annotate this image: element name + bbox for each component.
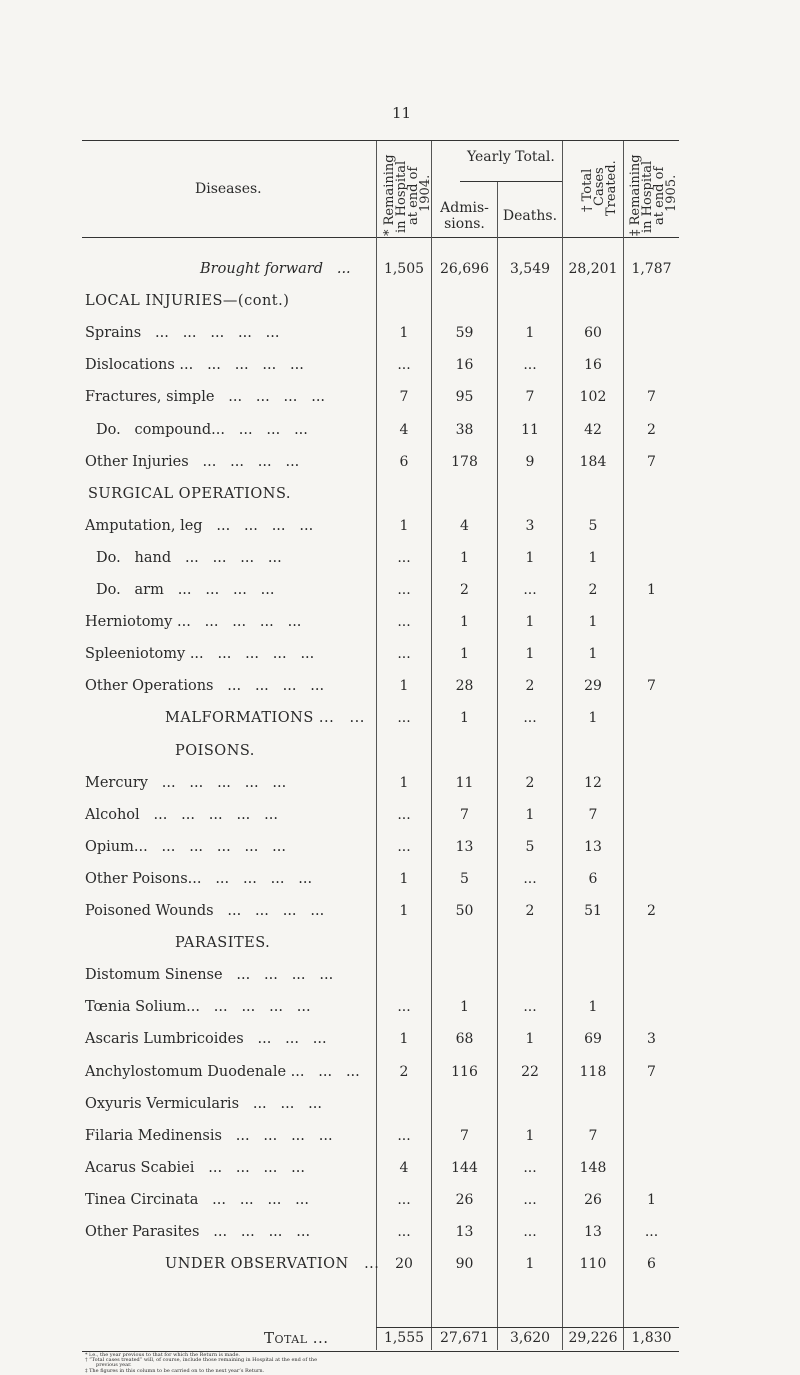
cell-deaths: 5: [525, 839, 535, 855]
cell-remaining-start: 1: [399, 871, 409, 887]
row-label: Alcohol ... ... ... ... ...: [85, 807, 278, 823]
cell-deaths: ...: [523, 357, 537, 373]
cell-deaths: 1: [525, 1031, 535, 1047]
cell-total-cases: 1: [588, 646, 598, 662]
total-remaining-start: 1,555: [383, 1330, 425, 1346]
total-cases: 29,226: [568, 1330, 618, 1346]
cell-total-cases: 1: [588, 999, 598, 1015]
row-label: Tœnia Solium... ... ... ... ...: [85, 999, 311, 1015]
row-label: UNDER OBSERVATION ...: [165, 1256, 380, 1272]
cell-remaining-start: ...: [397, 710, 411, 726]
cell-remaining-end: 1,787: [631, 261, 672, 277]
cell-admissions: 1: [460, 550, 469, 566]
cell-deaths: ...: [523, 1224, 537, 1240]
row-label: Dislocations ... ... ... ... ...: [85, 357, 304, 373]
cell-deaths: 11: [521, 422, 539, 438]
row-label: Filaria Medinensis ... ... ... ...: [85, 1128, 333, 1144]
cell-total-cases: 184: [579, 454, 607, 470]
cell-deaths: ...: [523, 582, 537, 598]
cell-remaining-end: 6: [647, 1256, 656, 1272]
total-remaining-end: 1,830: [631, 1330, 672, 1346]
header-total-cases-line-2: Cases: [592, 167, 607, 206]
cell-remaining-end: 7: [647, 678, 656, 694]
cell-deaths: ...: [523, 999, 537, 1015]
cell-remaining-start: 2: [399, 1064, 409, 1080]
cell-deaths: ...: [523, 710, 537, 726]
page-number: 11: [392, 104, 412, 122]
cell-admissions: 144: [451, 1160, 478, 1176]
header-remaining-start-line-3: at end of: [406, 166, 421, 225]
cell-admissions: 1: [460, 999, 469, 1015]
cell-deaths: 3: [525, 518, 535, 534]
row-label: LOCAL INJURIES—(cont.): [85, 293, 290, 309]
cell-admissions: 50: [455, 903, 474, 919]
cell-remaining-start: ...: [397, 550, 411, 566]
col-divider-5: [623, 141, 624, 1350]
header-remaining-start-line-1: * Remaining: [382, 154, 397, 236]
header-bottom-rule: [82, 237, 679, 238]
row-label: Other Poisons... ... ... ... ...: [85, 871, 313, 887]
row-label: Brought forward ...: [200, 261, 351, 277]
row-label: MALFORMATIONS ... ...: [165, 710, 365, 726]
cell-admissions: 1: [460, 710, 469, 726]
row-label: Do. hand ... ... ... ...: [96, 550, 282, 566]
row-label: Amputation, leg ... ... ... ...: [85, 518, 314, 534]
cell-remaining-end: 1: [647, 582, 656, 598]
cell-deaths: 22: [521, 1064, 539, 1080]
cell-deaths: 1: [525, 1256, 535, 1272]
cell-total-cases: 5: [588, 518, 598, 534]
cell-total-cases: 29: [584, 678, 602, 694]
cell-remaining-end: 2: [647, 422, 656, 438]
row-label: Other Operations ... ... ... ...: [85, 678, 325, 694]
row-label: Ascaris Lumbricoides ... ... ...: [85, 1031, 327, 1047]
cell-admissions: 4: [460, 518, 469, 534]
cell-total-cases: 102: [579, 389, 607, 405]
cell-admissions: 38: [455, 422, 474, 438]
footnote-4: ‡ The figures in this column to be carried on to the next year’s Return.: [85, 1367, 265, 1374]
header-remaining-start-line-4: 1904.: [418, 174, 433, 212]
cell-total-cases: 60: [584, 325, 602, 341]
cell-admissions: 68: [455, 1031, 474, 1047]
header-remaining-start-line-2: in Hospital: [394, 160, 409, 233]
total-deaths: 3,620: [509, 1330, 551, 1346]
cell-remaining-start: ...: [397, 999, 411, 1015]
row-label: Poisoned Wounds ... ... ... ...: [85, 903, 325, 919]
total-label: Total ...: [264, 1329, 329, 1347]
cell-admissions: 59: [455, 325, 474, 341]
total-top-rule: [376, 1327, 679, 1328]
header-admissions-line-1: Admis-: [440, 200, 489, 216]
cell-deaths: 1: [525, 646, 535, 662]
cell-remaining-end: 1: [647, 1192, 656, 1208]
cell-total-cases: 1: [588, 710, 598, 726]
cell-admissions: 95: [455, 389, 474, 405]
cell-deaths: 1: [525, 807, 535, 823]
cell-remaining-end: 3: [647, 1031, 656, 1047]
cell-total-cases: 110: [579, 1256, 607, 1272]
cell-total-cases: 51: [584, 903, 602, 919]
row-label: POISONS.: [175, 743, 255, 759]
cell-admissions: 178: [451, 454, 478, 470]
cell-deaths: 1: [525, 325, 535, 341]
footnote-2: † “Total cases treated” will, of course, include those remaining in Hospital at the end of the: [85, 1357, 318, 1364]
row-label: Oxyuris Vermicularis ... ... ...: [85, 1096, 322, 1112]
cell-remaining-start: 1,505: [383, 261, 425, 277]
cell-admissions: 7: [460, 1128, 469, 1144]
header-total-cases-line-1: † Total: [580, 168, 595, 212]
header-remaining-end-line-4: 1905.: [664, 174, 679, 212]
cell-remaining-end: 7: [647, 454, 656, 470]
row-label: Distomum Sinense ... ... ... ...: [85, 967, 334, 983]
row-label: PARASITES.: [175, 935, 271, 951]
cell-deaths: 1: [525, 550, 535, 566]
row-label: Fractures, simple ... ... ... ...: [85, 389, 326, 405]
row-label: Do. arm ... ... ... ...: [96, 582, 275, 598]
row-label: Other Parasites ... ... ... ...: [85, 1224, 311, 1240]
cell-deaths: ...: [523, 1192, 537, 1208]
row-label: Other Injuries ... ... ... ...: [85, 454, 300, 470]
cell-admissions: 5: [460, 871, 469, 887]
yearly-subrule: [460, 181, 562, 182]
header-remaining-end-line-1: ‡ Remaining: [628, 154, 643, 236]
cell-remaining-start: 1: [399, 775, 409, 791]
cell-total-cases: 6: [588, 871, 598, 887]
cell-remaining-start: 6: [399, 454, 409, 470]
row-label: Tinea Circinata ... ... ... ...: [85, 1192, 309, 1208]
cell-total-cases: 12: [584, 775, 602, 791]
cell-remaining-start: ...: [397, 614, 411, 630]
cell-admissions: 13: [455, 1224, 474, 1240]
cell-admissions: 13: [455, 839, 474, 855]
cell-total-cases: 28,201: [568, 261, 618, 277]
cell-remaining-start: 1: [399, 678, 409, 694]
cell-remaining-end: ...: [644, 1224, 659, 1240]
footnote-1: * i.e., the year previous to that for which the Return is made.: [85, 1352, 241, 1358]
cell-admissions: 90: [455, 1256, 474, 1272]
cell-deaths: 2: [525, 775, 535, 791]
header-deaths: Deaths.: [502, 208, 558, 224]
row-label: Do. compound... ... ... ...: [96, 422, 308, 438]
row-label: SURGICAL OPERATIONS.: [88, 486, 292, 502]
cell-total-cases: 1: [588, 614, 598, 630]
cell-deaths: ...: [523, 871, 537, 887]
cell-total-cases: 7: [588, 807, 598, 823]
row-label: Sprains ... ... ... ... ...: [85, 325, 280, 341]
cell-remaining-start: 1: [399, 518, 409, 534]
cell-remaining-start: ...: [397, 582, 411, 598]
header-admissions-line-2: sions.: [444, 216, 485, 232]
cell-total-cases: 69: [584, 1031, 602, 1047]
row-label: Mercury ... ... ... ... ...: [85, 775, 287, 791]
header-total-cases-line-3: Treated.: [604, 160, 619, 216]
row-label: Spleeniotomy ... ... ... ... ...: [85, 646, 315, 662]
row-label: Acarus Scabiei ... ... ... ...: [85, 1160, 306, 1176]
cell-deaths: 3,549: [509, 261, 551, 277]
cell-remaining-start: 1: [399, 1031, 409, 1047]
cell-deaths: 9: [525, 454, 535, 470]
cell-admissions: 1: [460, 614, 469, 630]
cell-remaining-start: ...: [397, 1128, 411, 1144]
cell-total-cases: 13: [584, 839, 602, 855]
cell-remaining-start: ...: [397, 807, 411, 823]
cell-remaining-start: 7: [399, 389, 409, 405]
cell-deaths: 7: [525, 389, 535, 405]
header-diseases: Diseases.: [195, 181, 262, 197]
cell-remaining-start: ...: [397, 839, 411, 855]
cell-total-cases: 1: [588, 550, 598, 566]
cell-total-cases: 148: [579, 1160, 607, 1176]
cell-admissions: 7: [460, 807, 469, 823]
cell-admissions: 2: [460, 582, 469, 598]
cell-remaining-start: 20: [395, 1256, 413, 1272]
header-remaining-end-line-3: at end of: [652, 166, 667, 225]
cell-total-cases: 16: [584, 357, 602, 373]
cell-remaining-start: 1: [399, 903, 409, 919]
cell-remaining-end: 7: [647, 389, 656, 405]
cell-remaining-start: ...: [397, 1192, 411, 1208]
cell-deaths: ...: [523, 1160, 537, 1176]
cell-total-cases: 26: [584, 1192, 602, 1208]
cell-remaining-start: ...: [397, 357, 411, 373]
cell-total-cases: 7: [588, 1128, 598, 1144]
row-label: Anchylostomum Duodenale ... ... ...: [85, 1064, 360, 1080]
cell-admissions: 26,696: [440, 261, 489, 277]
row-label: Opium... ... ... ... ... ...: [85, 839, 286, 855]
cell-total-cases: 42: [584, 422, 602, 438]
cell-deaths: 2: [525, 903, 535, 919]
cell-deaths: 1: [525, 614, 535, 630]
cell-deaths: 1: [525, 1128, 535, 1144]
cell-remaining-start: 4: [399, 422, 409, 438]
header-admissions: [432, 200, 497, 232]
cell-remaining-start: ...: [397, 646, 411, 662]
footnote-3: previous year.: [96, 1362, 132, 1369]
cell-admissions: 116: [451, 1064, 478, 1080]
cell-remaining-end: 7: [647, 1064, 656, 1080]
cell-total-cases: 2: [588, 582, 598, 598]
cell-deaths: 2: [525, 678, 535, 694]
cell-admissions: 1: [460, 646, 469, 662]
cell-admissions: 11: [455, 775, 474, 791]
top-rule: [82, 140, 679, 141]
cell-admissions: 28: [455, 678, 474, 694]
header-remaining-end-line-2: in Hospital: [640, 160, 655, 233]
cell-remaining-start: 1: [399, 325, 409, 341]
cell-total-cases: 118: [579, 1064, 607, 1080]
cell-total-cases: 13: [584, 1224, 602, 1240]
cell-remaining-start: ...: [397, 1224, 411, 1240]
total-admissions: 27,671: [440, 1330, 489, 1346]
cell-remaining-start: 4: [399, 1160, 409, 1176]
row-label: Herniotomy ... ... ... ... ...: [85, 614, 302, 630]
cell-admissions: 26: [455, 1192, 474, 1208]
cell-admissions: 16: [455, 357, 474, 373]
header-yearly-total: Yearly Total.: [467, 149, 555, 165]
cell-remaining-end: 2: [647, 903, 656, 919]
